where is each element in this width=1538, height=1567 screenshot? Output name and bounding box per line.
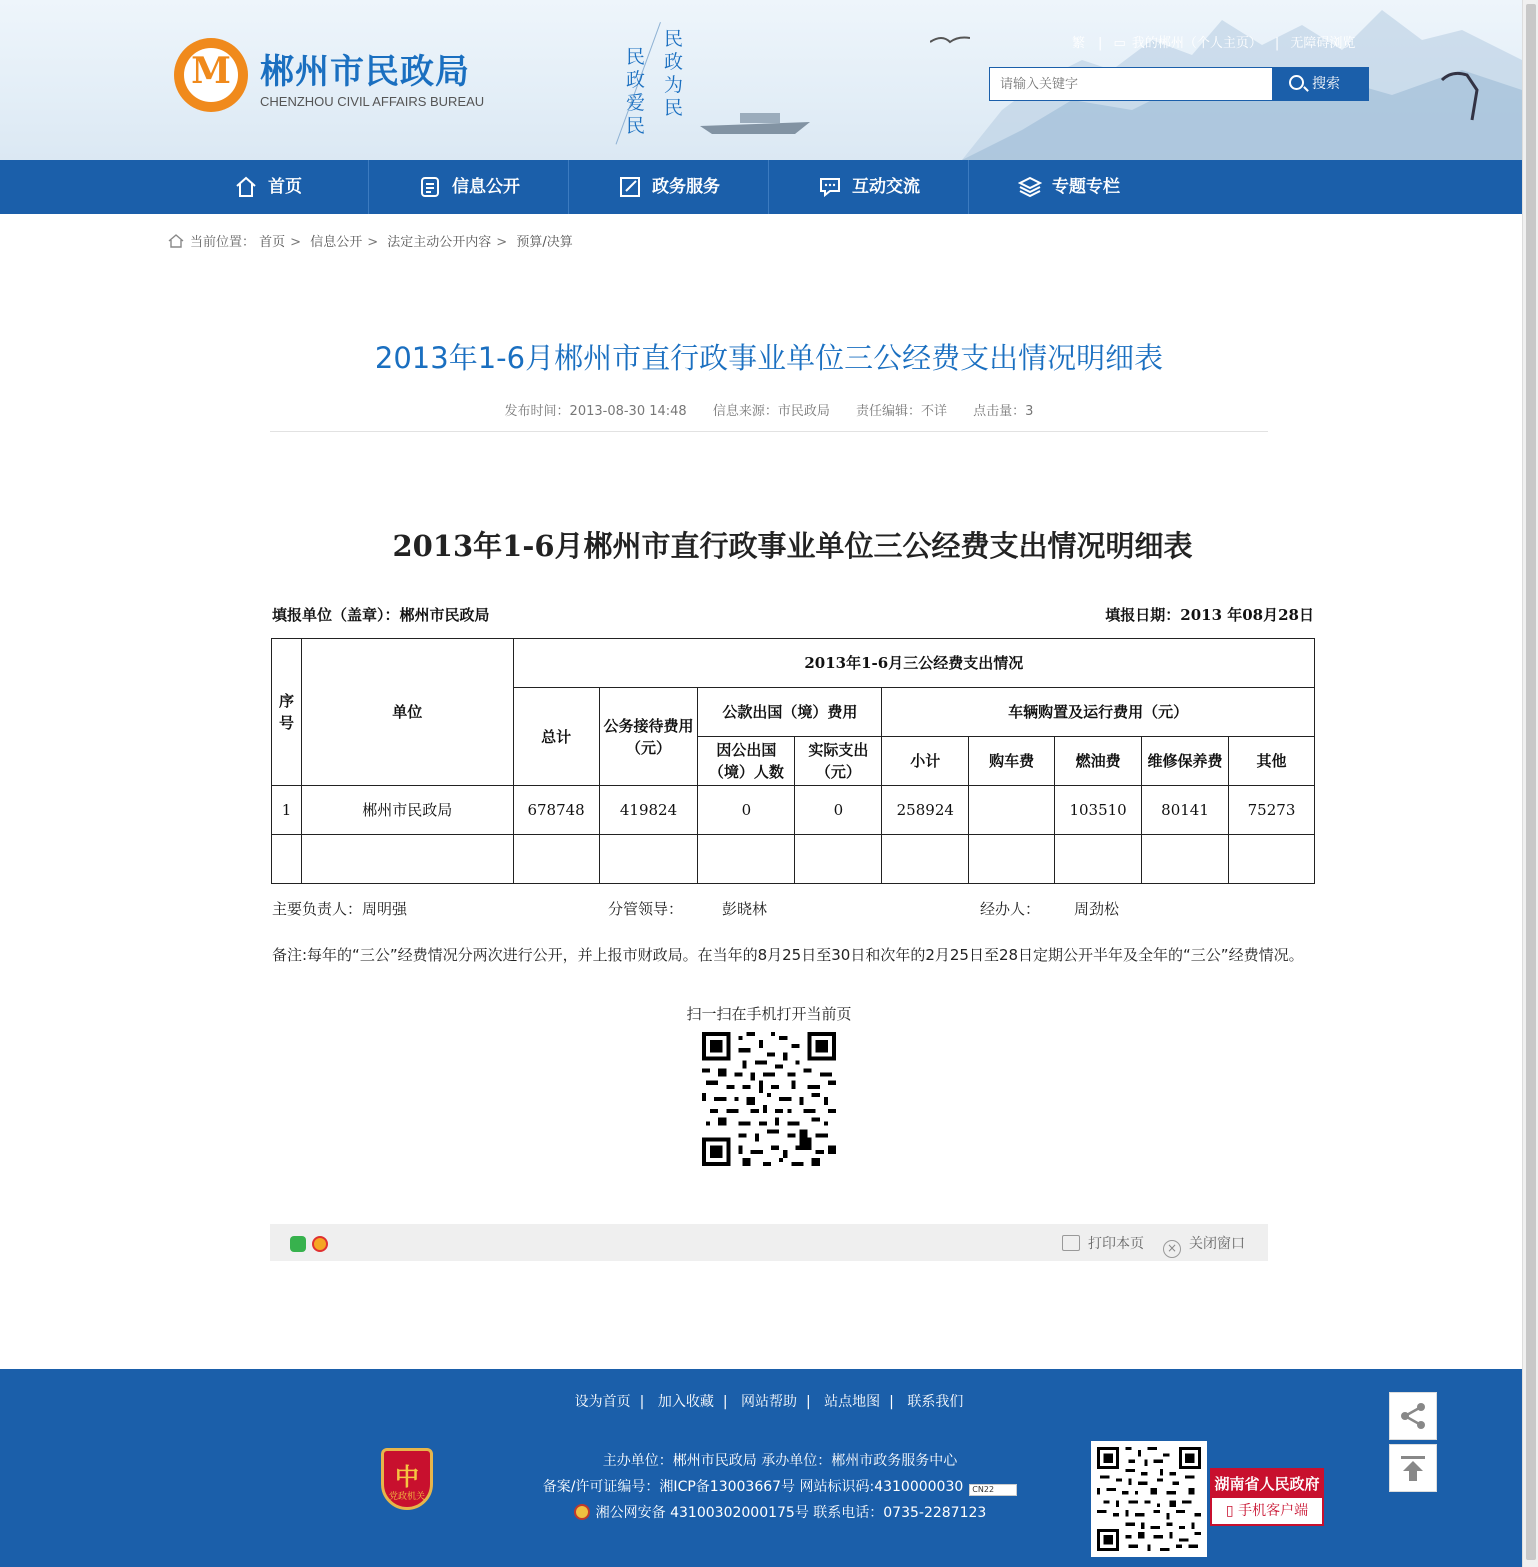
document-title: 2013年1-6月郴州市直行政事业单位三公经费支出情况明细表 [392, 529, 1193, 563]
header-total: 总计 [513, 688, 599, 786]
cn22-icon: CN22 [969, 1484, 1017, 1496]
hit-count: 点击量：3 [973, 404, 1034, 419]
nav-label: 互动交流 [852, 177, 920, 197]
publish-time: 发布时间：2013-08-30 14:48 [504, 404, 687, 419]
header-subtotal: 小计 [882, 737, 969, 786]
expense-table [271, 638, 1315, 884]
table-cell: 678748 [513, 786, 599, 835]
nav-item-topics[interactable] [1018, 160, 1120, 214]
table-cell [1142, 835, 1229, 884]
table-cell [513, 835, 599, 884]
footer-host: 主办单位：郴州市民政局 承办单位：郴州市政务服务中心 [602, 1453, 958, 1469]
nav-item-home[interactable] [234, 160, 302, 214]
breadcrumb-home[interactable]: 首页 [259, 235, 286, 250]
header-abroad: 公款出国（境）费用 [698, 688, 882, 737]
close-label: 关闭窗口 [1189, 1236, 1245, 1252]
nav-item-info-public[interactable] [418, 160, 520, 214]
footer-link-favorite[interactable]: 加入收藏 [657, 1394, 714, 1410]
footer-icp: 备案/许可证编号：湘ICP备13003667号 网站标识码:4310000030 CN22 [500, 1476, 1060, 1496]
hunan-gov-app-link[interactable]: 湖南省人民政府 ▯ 手机客户端 [1210, 1468, 1324, 1526]
police-badge-icon [574, 1504, 590, 1520]
search-bar [989, 67, 1369, 101]
divider [270, 431, 1268, 432]
header-abroad-actual: 实际支出（元） [795, 737, 882, 786]
layers-icon [1018, 175, 1042, 199]
bird-illustration [930, 34, 970, 48]
header-fuel: 燃油费 [1055, 737, 1142, 786]
table-row [272, 786, 1315, 835]
table-row [272, 835, 1315, 884]
motto-col-1: 民政为民 [664, 28, 684, 119]
boat-illustration [700, 108, 810, 138]
nav-item-interaction[interactable] [818, 160, 920, 214]
table-cell [599, 835, 698, 884]
breadcrumb-prefix: 当前位置： [190, 235, 256, 250]
print-button[interactable] [1062, 1233, 1144, 1253]
breadcrumb: 当前位置： 首页 > 信息公开 > 法定主动公开内容 > 预算/决算 [168, 231, 573, 250]
close-window-button[interactable] [1163, 1233, 1245, 1258]
table-cell [1229, 835, 1315, 884]
nav-label: 首页 [268, 177, 302, 197]
table-cell [795, 835, 882, 884]
share-icon [1390, 1393, 1436, 1439]
table-cell: 0 [795, 786, 882, 835]
site-footer [0, 1369, 1522, 1567]
home-icon [168, 234, 184, 248]
top-links: 繁 | ▭ 我的郴州（个人主页） | 无障碍浏览 [1072, 36, 1356, 51]
breadcrumb-statutory[interactable]: 法定主动公开内容 [387, 235, 492, 250]
nav-label: 政务服务 [652, 177, 720, 197]
handler-label: 经办人： [980, 900, 1041, 918]
table-cell: 80141 [1142, 786, 1229, 835]
table-cell [969, 786, 1055, 835]
site-name: 郴州市民政局 [260, 52, 470, 92]
fill-unit: 填报单位（盖章）：郴州市民政局 [272, 606, 490, 624]
document-icon [418, 175, 442, 199]
article-toolbar [270, 1224, 1268, 1261]
print-label: 打印本页 [1088, 1236, 1144, 1252]
footer-links: 设为首页 | 加入收藏 | 网站帮助 | 站点地图 | 联系我们 [574, 1394, 964, 1410]
footer-link-contact[interactable]: 联系我们 [907, 1394, 964, 1410]
table-cell: 0 [698, 786, 795, 835]
table-cell [272, 835, 302, 884]
table-cell [1055, 835, 1142, 884]
party-government-badge-icon[interactable]: 中 党政机关 [381, 1448, 433, 1510]
printer-icon [1062, 1235, 1080, 1251]
header-unit: 单位 [301, 639, 513, 786]
footer-link-help[interactable]: 网站帮助 [741, 1394, 797, 1410]
leader-label: 分管领导： [608, 900, 684, 918]
traditional-chinese-link[interactable]: 繁 [1072, 36, 1086, 51]
share-float-button[interactable] [1389, 1392, 1437, 1440]
accessible-browse-link[interactable]: 无障碍浏览 [1290, 36, 1356, 51]
header-purchase: 购车费 [969, 737, 1055, 786]
close-icon: × [1163, 1240, 1181, 1258]
back-to-top-button[interactable] [1389, 1444, 1437, 1492]
footer-link-set-home[interactable]: 设为首页 [574, 1394, 631, 1410]
table-cell: 103510 [1055, 786, 1142, 835]
handler-name: 周劲松 [1074, 900, 1120, 918]
table-cell [698, 835, 795, 884]
site-header [0, 0, 1522, 160]
scrollbar-thumb[interactable] [1526, 4, 1536, 1560]
breadcrumb-budget[interactable]: 预算/决算 [516, 235, 573, 250]
responsible-editor: 责任编辑：不详 [856, 404, 948, 419]
nav-label: 专题专栏 [1052, 177, 1120, 197]
table-cell: 郴州市民政局 [301, 786, 513, 835]
search-button-label: 搜索 [1312, 76, 1340, 92]
table-cell: 75273 [1229, 786, 1315, 835]
logo-icon[interactable]: M [174, 38, 248, 112]
qr-code-icon [702, 1032, 836, 1166]
principal: 主要负责人：周明强 [272, 900, 408, 918]
search-button[interactable] [1273, 67, 1369, 101]
header-other: 其他 [1229, 737, 1315, 786]
header-vehicle: 车辆购置及运行费用（元） [882, 688, 1315, 737]
table-cell [969, 835, 1055, 884]
chat-icon [818, 175, 842, 199]
header-abroad-people: 因公出国（境）人数 [698, 737, 795, 786]
header-maintenance: 维修保养费 [1142, 737, 1229, 786]
table-cell: 1 [272, 786, 302, 835]
remark: 备注:每年的“三公”经费情况分两次进行公开，并上报市财政局。在当年的8月25日至30日和次年的2月25日至28日定期公开半年及全年的“三公”经费情况。 [272, 946, 1304, 964]
footer-link-sitemap[interactable]: 站点地图 [824, 1394, 881, 1410]
site-name-en: CHENZHOU CIVIL AFFAIRS BUREAU [260, 94, 485, 109]
footer-qr-code-icon [1091, 1441, 1207, 1557]
table-cell: 258924 [882, 786, 969, 835]
weibo-share-icon[interactable] [312, 1236, 328, 1252]
edit-icon [618, 175, 642, 199]
info-source: 信息来源：市民政局 [712, 404, 830, 419]
wechat-share-icon[interactable] [290, 1236, 306, 1252]
motto [622, 22, 692, 154]
nav-label: 信息公开 [452, 177, 520, 197]
header-reception: 公务接待费用（元） [599, 688, 698, 786]
motto-col-2: 民政爱民 [626, 46, 646, 137]
arrow-up-icon [1390, 1445, 1436, 1491]
table-cell [882, 835, 969, 884]
search-icon [1289, 75, 1304, 90]
nav-item-services[interactable] [618, 160, 720, 214]
footer-police: 湘公网安备 43100302000175号 联系电话：0735-2287123 [500, 1502, 1060, 1522]
leader-name: 彭晓林 [722, 900, 768, 918]
page-scrollbar[interactable] [1522, 0, 1538, 1567]
main-nav [0, 160, 1522, 214]
home-icon [234, 175, 258, 199]
header-seq: 序号 [272, 639, 302, 786]
header-group: 2013年1-6月三公经费支出情况 [513, 639, 1314, 688]
monitor-icon: ▭ [1113, 36, 1126, 51]
table-cell: 419824 [599, 786, 698, 835]
my-city-link[interactable]: 我的郴州（个人主页） [1131, 36, 1262, 51]
scan-hint: 扫一扫在手机打开当前页 [686, 1005, 852, 1023]
phone-icon: ▯ [1225, 1503, 1234, 1519]
article-meta [270, 400, 1268, 419]
search-input[interactable] [989, 67, 1273, 101]
table-cell [301, 835, 513, 884]
article-title: 2013年1-6月郴州市直行政事业单位三公经费支出情况明细表 [374, 341, 1164, 375]
fill-date: 填报日期：2013 年08月28日 [1105, 606, 1314, 624]
breadcrumb-info-public[interactable]: 信息公开 [310, 235, 363, 250]
